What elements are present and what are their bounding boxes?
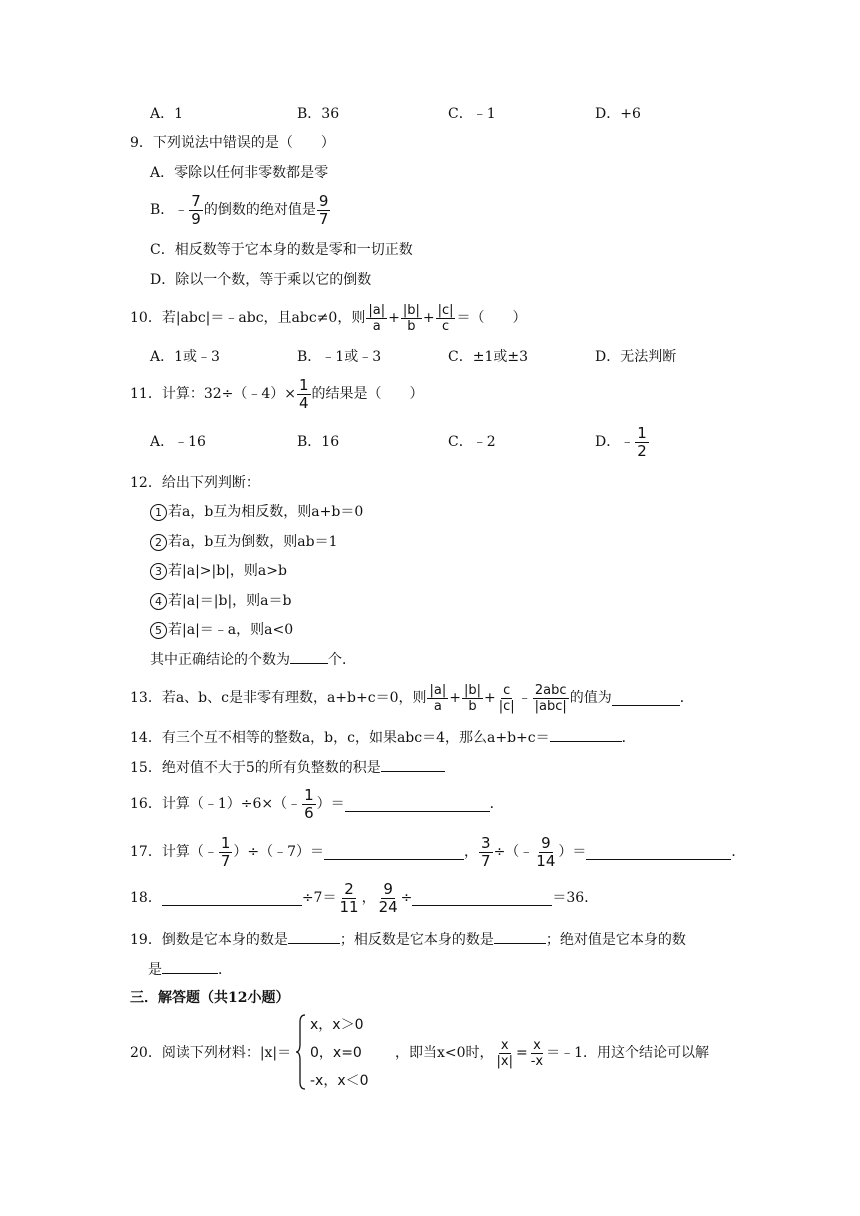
q19-part-c: ；绝对值是它本身的数 bbox=[545, 932, 686, 948]
q11-option-a: A．﹣16 bbox=[150, 434, 206, 450]
q10-option-d: D．无法判断 bbox=[595, 349, 677, 365]
q18-pre: 18． bbox=[130, 890, 162, 906]
q11-stem-text: 11．计算：32÷（﹣4）× bbox=[130, 386, 296, 402]
circled-number: 5 bbox=[150, 622, 167, 639]
q10-stem bbox=[130, 298, 526, 338]
circled-number: 1 bbox=[150, 504, 167, 521]
numerator: |a| bbox=[368, 302, 386, 318]
q9-b-prefix: B．﹣ bbox=[150, 202, 189, 218]
denominator: 24 bbox=[378, 897, 398, 916]
numerator: x bbox=[533, 1037, 541, 1053]
numerator: |a| bbox=[429, 682, 447, 698]
q8-option-a: A．1 bbox=[150, 106, 184, 122]
q13-fraction-abc bbox=[533, 683, 569, 714]
q11-option-d bbox=[595, 422, 650, 462]
q12-item-text: 若a，b互为相反数，则a+b＝0 bbox=[168, 504, 364, 520]
q13-end: ． bbox=[679, 690, 694, 706]
answer-blank[interactable] bbox=[612, 691, 680, 706]
q19-part-d: 是 bbox=[148, 962, 162, 978]
q10-option-c: C．±1或±3 bbox=[448, 349, 528, 365]
section-title: 三．解答题（共12小题） bbox=[130, 990, 290, 1006]
plus-sign: + bbox=[449, 690, 461, 706]
denominator: 9 bbox=[191, 209, 201, 228]
q10-fraction-c bbox=[436, 303, 456, 334]
q17-mid3: ）＝ bbox=[558, 844, 587, 860]
q10-stem-text: 10．若|abc|＝﹣abc，且abc≠0，则 bbox=[130, 310, 366, 326]
q16-post: ）＝ bbox=[316, 796, 345, 812]
minus-sign: ﹣ bbox=[517, 690, 532, 706]
q8-option-c: C．﹣1 bbox=[448, 106, 496, 122]
circled-number: 2 bbox=[150, 534, 167, 551]
denominator: 4 bbox=[299, 393, 309, 412]
q17-mid2: ÷（﹣ bbox=[493, 844, 534, 860]
q17-fraction-2 bbox=[479, 835, 493, 870]
q19-part-b: ；相反数是它本身的数是 bbox=[339, 932, 494, 948]
numerator: |c| bbox=[437, 302, 454, 318]
q18 bbox=[130, 877, 598, 919]
q10-option-a: A．1或﹣3 bbox=[150, 349, 220, 365]
q14 bbox=[130, 727, 636, 748]
denominator: 14 bbox=[536, 851, 556, 870]
q9-option-b bbox=[150, 190, 331, 230]
q16 bbox=[130, 784, 504, 824]
q12-conclusion bbox=[150, 649, 356, 670]
numerator: |b| bbox=[463, 682, 481, 698]
denominator: b bbox=[468, 698, 477, 714]
q20-case-zero: 0，x=0 bbox=[310, 1045, 362, 1061]
denominator: a bbox=[372, 318, 381, 334]
answer-blank[interactable] bbox=[345, 797, 490, 812]
q20-mid: ，即当x<0时， bbox=[395, 1045, 494, 1061]
q16-end: ． bbox=[489, 796, 504, 812]
q12-item-text: 若a，b互为倒数，则ab＝1 bbox=[168, 534, 338, 550]
plus-sign: + bbox=[483, 690, 496, 706]
q11-option-d-label: D．﹣ bbox=[595, 434, 635, 450]
q11-option-d-fraction bbox=[635, 425, 649, 460]
q8-option-b: B．36 bbox=[297, 106, 340, 122]
q12-item-text: 若|a|＝|b|，则a＝b bbox=[168, 593, 292, 609]
q14-text: 14．有三个互不相等的整数a，b，c，如果abc＝4，那么a+b+c＝ bbox=[130, 730, 550, 746]
q13-fraction-c bbox=[497, 683, 517, 714]
q9-option-d: D．除以一个数，等于乘以它的倒数 bbox=[150, 272, 372, 288]
q10-fraction-a bbox=[366, 303, 387, 334]
q20-fraction-2 bbox=[529, 1038, 545, 1069]
denominator: 2 bbox=[637, 441, 647, 460]
q19-line-1 bbox=[130, 929, 686, 950]
q9-b-fraction-1 bbox=[189, 193, 203, 228]
q13-tail: 的值为 bbox=[569, 690, 612, 706]
q9-option-a: A．零除以任何非零数都是零 bbox=[150, 165, 329, 181]
numerator: c bbox=[503, 682, 511, 698]
equals-sign: = bbox=[516, 1045, 528, 1061]
left-brace-icon bbox=[296, 1014, 306, 1090]
q11-stem bbox=[130, 374, 424, 414]
answer-blank[interactable] bbox=[162, 891, 302, 906]
q11-fraction bbox=[297, 377, 311, 412]
q20-tail-text: ＝﹣1．用这个结论可以解 bbox=[546, 1045, 710, 1061]
denominator: 7 bbox=[318, 209, 329, 228]
q18-mid1: ÷7＝ bbox=[301, 890, 337, 906]
q17-fraction-1 bbox=[219, 835, 233, 870]
q19-part-a: 19．倒数是它本身的数是 bbox=[130, 932, 288, 948]
q13-stem bbox=[130, 676, 694, 720]
q13-fraction-b bbox=[462, 683, 483, 714]
q18-mid2: ÷ bbox=[400, 890, 413, 906]
q11-option-b: B．16 bbox=[297, 434, 340, 450]
answer-blank[interactable] bbox=[324, 845, 464, 860]
q20-case-positive: x，x＞0 bbox=[310, 1017, 364, 1033]
q10-tail: ＝（ ） bbox=[456, 310, 527, 326]
denominator: -x bbox=[530, 1053, 544, 1069]
answer-blank[interactable] bbox=[586, 845, 731, 860]
answer-blank[interactable] bbox=[550, 727, 622, 742]
q8-option-d: D．+6 bbox=[595, 106, 641, 122]
q17 bbox=[130, 832, 745, 872]
q13-stem-text: 13．若a、b、c是非零有理数，a+b+c＝0，则 bbox=[130, 690, 427, 706]
q18-fraction-1 bbox=[337, 881, 360, 916]
q11-tail: 的结果是（ ） bbox=[311, 386, 424, 402]
q9-b-middle: 的倒数的绝对值是 bbox=[203, 202, 316, 218]
numerator: 9 bbox=[318, 191, 329, 210]
q15 bbox=[130, 757, 445, 778]
q12-item-3 bbox=[150, 561, 287, 581]
q12-item-4 bbox=[150, 591, 291, 611]
numerator: 9 bbox=[541, 833, 551, 852]
q9-stem: 9．下列说法中错误的是（ ） bbox=[130, 135, 335, 151]
q12-item-1 bbox=[150, 502, 363, 522]
q20-tail bbox=[395, 1033, 709, 1073]
numerator: x bbox=[500, 1037, 509, 1053]
denominator: 6 bbox=[304, 803, 314, 822]
circled-number: 4 bbox=[150, 593, 167, 610]
q17-mid1: ）÷（﹣7）＝ bbox=[233, 844, 325, 860]
answer-blank[interactable] bbox=[412, 891, 552, 906]
q17-comma: ， bbox=[464, 844, 479, 860]
q13-fraction-a bbox=[427, 683, 448, 714]
denominator: |x| bbox=[496, 1053, 513, 1069]
q17-fraction-3 bbox=[534, 835, 557, 870]
q17-pre: 17．计算（﹣ bbox=[130, 844, 218, 860]
q12-conclusion-pre: 其中正确结论的个数为 bbox=[150, 652, 290, 668]
q12-stem: 12．给出下列判断： bbox=[130, 475, 260, 491]
numerator: 9 bbox=[383, 879, 393, 898]
denominator: a bbox=[433, 698, 442, 714]
denominator: 11 bbox=[339, 897, 359, 916]
q11-option-c: C．﹣2 bbox=[448, 434, 496, 450]
q15-text: 15．绝对值不大于5的所有负整数的积是 bbox=[130, 760, 381, 776]
q16-pre: 16．计算（﹣1）÷6×（﹣ bbox=[130, 796, 302, 812]
numerator: 3 bbox=[481, 833, 491, 852]
answer-blank[interactable] bbox=[288, 929, 340, 944]
numerator: 1 bbox=[304, 785, 314, 804]
q12-conclusion-post: 个． bbox=[328, 652, 356, 668]
answer-blank[interactable] bbox=[494, 929, 546, 944]
q14-end: ． bbox=[621, 730, 636, 746]
q12-item-text: 若|a|>|b|，则a>b bbox=[168, 563, 287, 579]
q20-case-negative: -x，x＜0 bbox=[310, 1073, 369, 1089]
numerator: 2abc bbox=[534, 682, 567, 698]
plus-sign: + bbox=[388, 310, 400, 326]
q19-line-2 bbox=[148, 959, 232, 980]
q17-end: ． bbox=[731, 844, 746, 860]
q18-comma: ， bbox=[361, 890, 376, 906]
q9-option-c: C．相反数等于它本身的数是零和一切正数 bbox=[150, 242, 413, 258]
q20-pre: 20．阅读下列材料：|x|＝ bbox=[130, 1045, 292, 1061]
numerator: 7 bbox=[191, 191, 201, 210]
denominator: c bbox=[441, 318, 450, 334]
q12-item-text: 若|a|＝﹣a，则a<0 bbox=[168, 622, 294, 638]
q9-b-fraction-2 bbox=[317, 193, 331, 228]
answer-blank[interactable] bbox=[162, 959, 218, 974]
q18-end: ＝36． bbox=[552, 890, 599, 906]
numerator: 1 bbox=[299, 375, 309, 394]
q12-item-5 bbox=[150, 620, 293, 640]
q12-item-2 bbox=[150, 532, 338, 552]
numerator: |b| bbox=[402, 302, 420, 318]
q10-fraction-b bbox=[401, 303, 422, 334]
numerator: 1 bbox=[220, 833, 231, 852]
denominator: 7 bbox=[220, 851, 231, 870]
answer-blank[interactable] bbox=[290, 649, 328, 664]
q16-fraction bbox=[302, 787, 316, 822]
numerator: 1 bbox=[637, 423, 647, 442]
q20-fraction-1 bbox=[495, 1038, 515, 1069]
denominator: |c| bbox=[498, 698, 515, 714]
answer-blank[interactable] bbox=[381, 757, 445, 772]
denominator: 7 bbox=[481, 851, 491, 870]
denominator: |abc| bbox=[534, 698, 567, 714]
numerator: 2 bbox=[344, 879, 354, 898]
denominator: b bbox=[407, 318, 416, 334]
q10-option-b: B．﹣1或﹣3 bbox=[297, 349, 382, 365]
q18-fraction-2 bbox=[377, 881, 400, 916]
q19-end: ． bbox=[218, 962, 232, 978]
plus-sign: + bbox=[422, 310, 435, 326]
circled-number: 3 bbox=[150, 563, 167, 580]
